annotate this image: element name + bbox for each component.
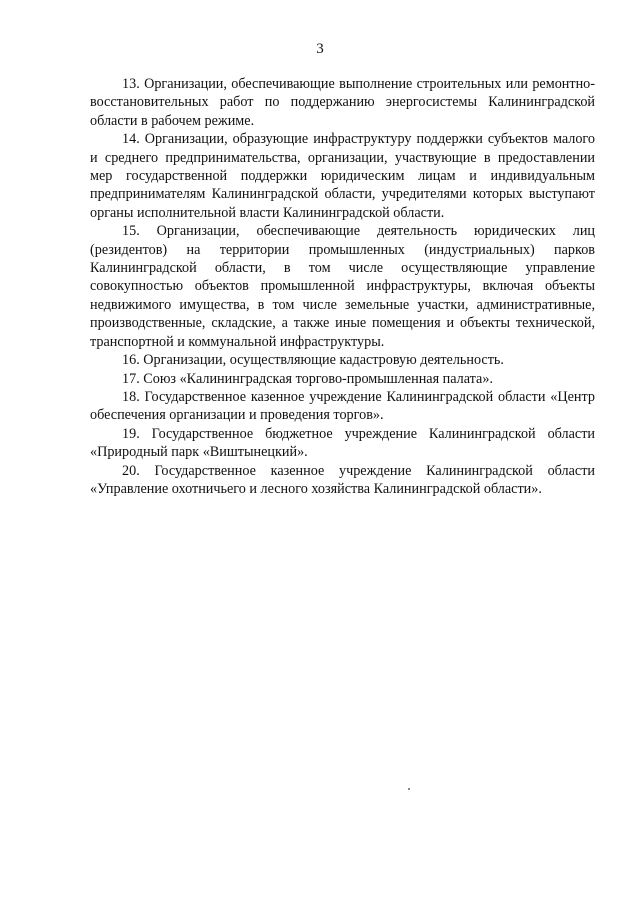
list-item-20: 20. Государственное казенное учреждение Калининградской области «Управление охотничьего и лесного хозяйства Калининградской области». bbox=[90, 462, 595, 497]
document-body bbox=[90, 75, 595, 498]
page-number: 3 bbox=[316, 41, 324, 57]
list-item-18: 18. Государственное казенное учреждение Калининградской области «Центр обеспечения организации и проведения торгов». bbox=[90, 388, 595, 424]
list-item-13: 13. Организации, обеспечивающие выполнение строительных или ремонтно-восстановительных работ по поддержанию энергосистемы Калининградской области в рабочем режиме. bbox=[90, 76, 595, 129]
list-item-17: 17. Союз «Калининградская торгово-промышленная палата». bbox=[122, 370, 493, 387]
list-item-15: 15. Организации, обеспечивающие деятельность юридических лиц (резидентов) на территории промышленных (индустриальных) парков Калининградской области, в том числе осуществляющие управление совокупностью объектов промышленной инфраструктуры, включая объекты недвижимого имущества, в том числе земельные участки, административные, производственные, складские, а также иные помещения и объекты технической, транспортной и коммунальной инфраструктуры. bbox=[90, 223, 595, 350]
list-item-16: 16. Организации, осуществляющие кадастровую деятельность. bbox=[122, 352, 504, 369]
list-item-19: 19. Государственное бюджетное учреждение Калининградской области «Природный парк «Виштынецкий». bbox=[90, 425, 595, 461]
scan-speck bbox=[408, 788, 410, 790]
list-item-14: 14. Организации, образующие инфраструктуру поддержки субъектов малого и среднего предпринимательства, организации, участвующие в предоставлении мер государственной поддержки юридическим лицам и индивидуальным предпринимателям Калининградской области, учредителями которых выступают органы исполнительной власти Калининградской области. bbox=[90, 131, 595, 221]
